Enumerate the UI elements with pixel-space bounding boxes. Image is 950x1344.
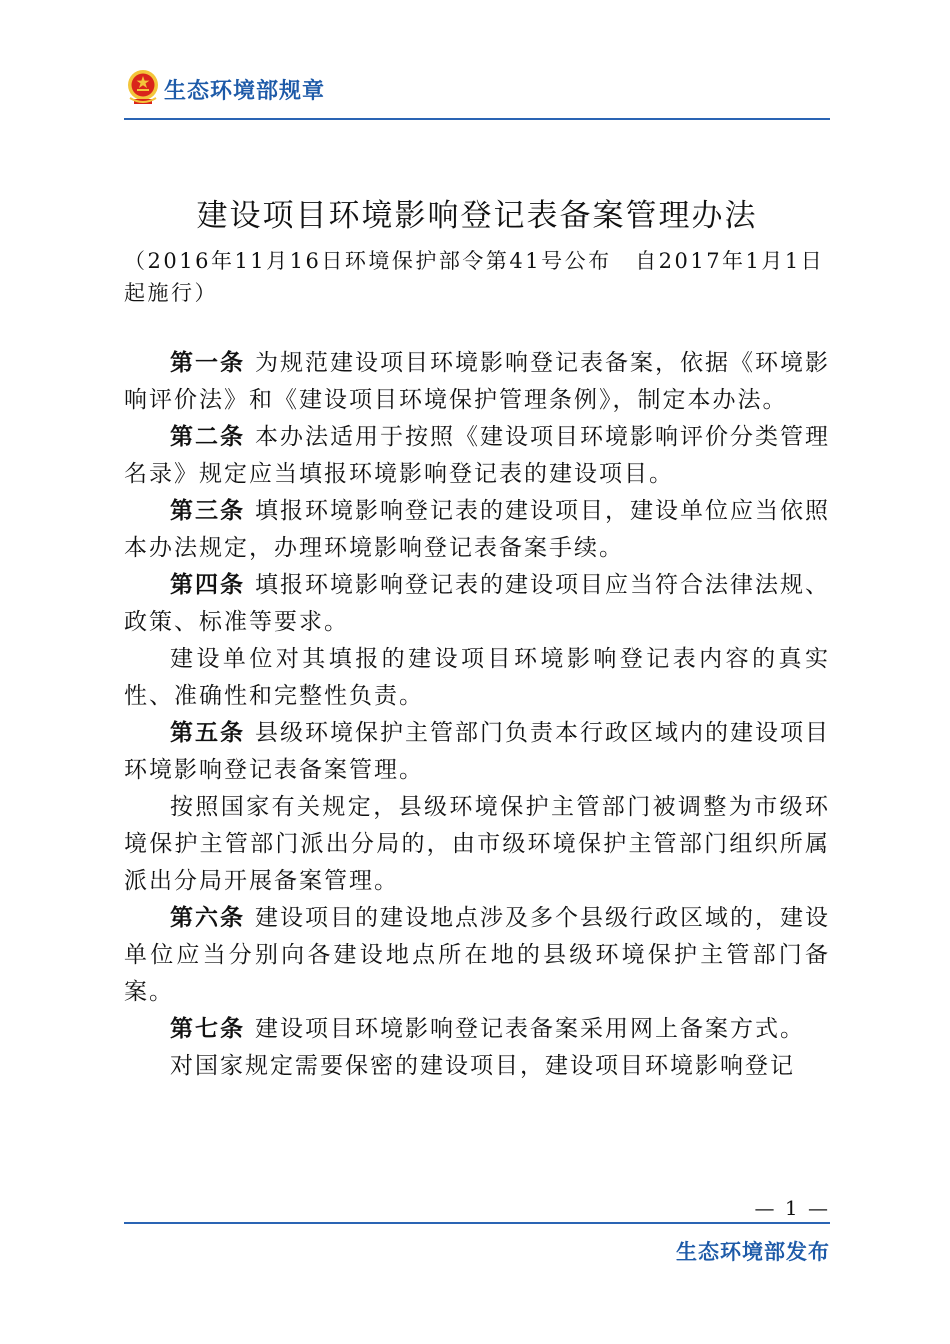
paragraph-text: 按照国家有关规定，县级环境保护主管部门被调整为市级环境保护主管部门派出分局的，由市级环境保护主管部门组织所属派出分局开展备案管理。 — [124, 794, 830, 894]
continuation-paragraph — [124, 789, 830, 900]
article-paragraph — [124, 567, 830, 641]
header-title: 生态环境部规章 — [164, 79, 326, 104]
article-text: 填报环境影响登记表的建设项目，建设单位应当依照本办法规定，办理环境影响登记表备案手续。 — [124, 498, 830, 561]
article-number: 第四条 — [170, 572, 245, 598]
continuation-paragraph — [124, 1048, 830, 1085]
document-subtitle: （2016年11月16日环境保护部令第41号公布 自2017年1月1日起施行） — [124, 249, 825, 305]
page-number: — 1 — — [754, 1196, 830, 1220]
article-text: 本办法适用于按照《建设项目环境影响评价分类管理名录》规定应当填报环境影响登记表的建设项目。 — [124, 424, 830, 487]
article-text: 县级环境保护主管部门负责本行政区域内的建设项目环境影响登记表备案管理。 — [124, 720, 830, 783]
article-text: 为规范建设项目环境影响登记表备案，依据《环境影响评价法》和《建设项目环境保护管理条例》，制定本办法。 — [124, 350, 830, 413]
article-text: 建设项目的建设地点涉及多个县级行政区域的，建设单位应当分别向各建设地点所在地的县级环境保护主管部门备案。 — [124, 905, 830, 1005]
footer-publisher: 生态环境部发布 — [676, 1240, 830, 1264]
article-paragraph — [124, 419, 830, 493]
header-divider — [124, 118, 830, 120]
page-header — [124, 66, 830, 118]
footer-divider — [124, 1222, 830, 1224]
article-text: 建设项目环境影响登记表备案采用网上备案方式。 — [255, 1016, 805, 1042]
national-emblem-icon — [126, 68, 160, 106]
article-number: 第六条 — [170, 905, 245, 931]
article-paragraph — [124, 900, 830, 1011]
paragraph-text: 建设单位对其填报的建设项目环境影响登记表内容的真实性、准确性和完整性负责。 — [124, 646, 830, 709]
document-body — [124, 345, 830, 1085]
article-number: 第七条 — [170, 1016, 245, 1042]
article-paragraph — [124, 493, 830, 567]
article-number: 第三条 — [170, 498, 245, 524]
article-number: 第五条 — [170, 720, 245, 746]
paragraph-text: 对国家规定需要保密的建设项目，建设项目环境影响登记 — [170, 1053, 795, 1079]
continuation-paragraph — [124, 641, 830, 715]
article-number: 第二条 — [170, 424, 245, 450]
article-paragraph — [124, 715, 830, 789]
article-paragraph — [124, 1011, 830, 1048]
article-text: 填报环境影响登记表的建设项目应当符合法律法规、政策、标准等要求。 — [124, 572, 830, 635]
article-paragraph — [124, 345, 830, 419]
document-title: 建设项目环境影响登记表备案管理办法 — [196, 198, 758, 234]
article-number: 第一条 — [170, 350, 245, 376]
